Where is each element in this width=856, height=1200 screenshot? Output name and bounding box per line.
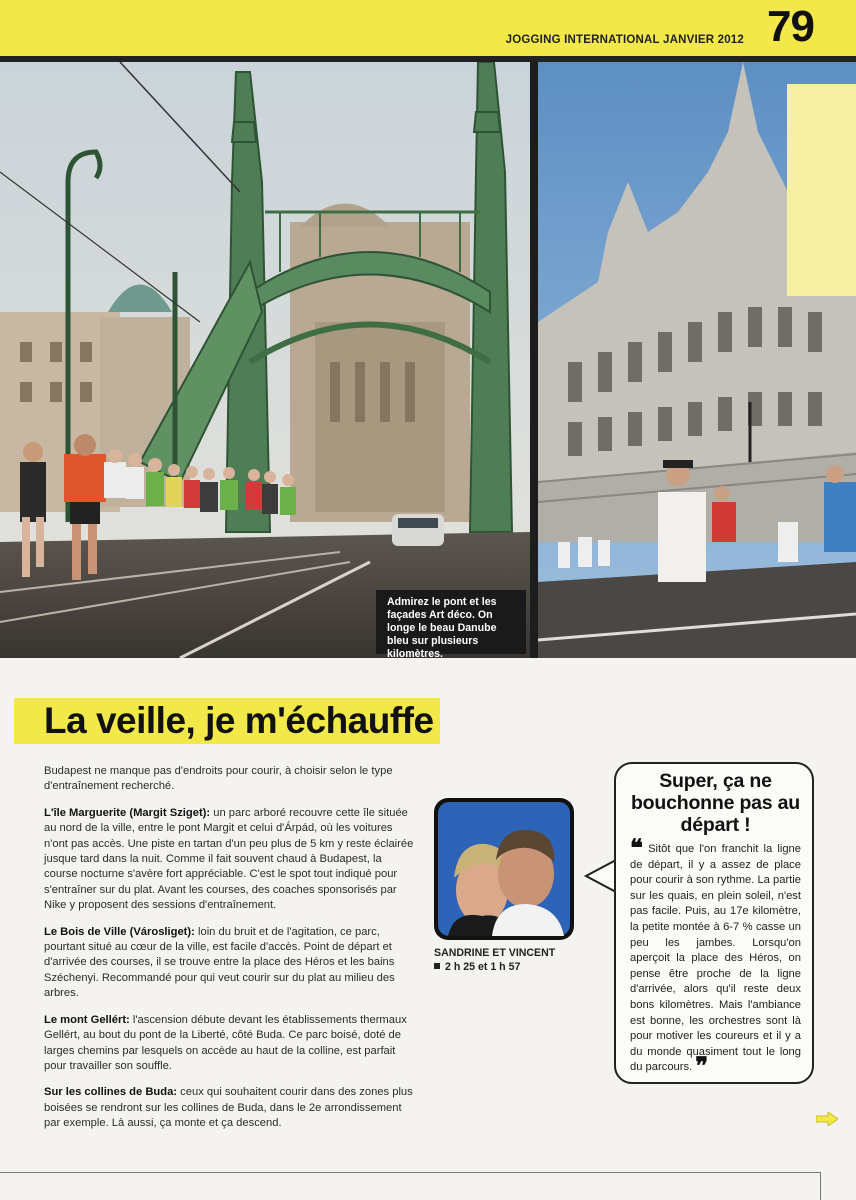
section-text: loin du bruit et de l'agitation, ce parc, pourtant situé au cœur de la ville, est facile d'accès. Point de départ et d'arrivée des courses, il se trouve entre la place des Héros et les bains Széchenyi. Recommandé pour qui veut courir sur du plat au milieu des arbres. bbox=[44, 925, 395, 1000]
photo-gutter bbox=[530, 62, 538, 658]
race-times: 2 h 25 et 1 h 57 bbox=[445, 961, 521, 973]
portrait-times bbox=[434, 960, 594, 974]
bullet-square-icon bbox=[434, 963, 440, 969]
quote-body: Sitôt que l'on franchit la ligne de départ, il y a assez de place pour courir à son rythme. La partie sur les quais, en plein soleil, n'est pas facile. Puis, au 17e kilomètre, la petite montée à 6-7 % casse un peu les jambes. Lorsqu'on aperçoit la place des Héros, on pense être proche de la ligne d'arrivée, alors qu'il reste deux bons kilomètres. Mais l'ambiance est bonne, les orchestres sont là pour motiver les coureurs et il y a du monde quasiment tout le long du parcours. bbox=[630, 843, 802, 1074]
section-title: Le mont Gellért: bbox=[44, 1013, 130, 1026]
section-title: Le Bois de Ville (Városliget): bbox=[44, 925, 195, 938]
article-section-ile-marguerite bbox=[44, 806, 414, 914]
section-text: l'ascension débute devant les établissements thermaux Gellért, au bout du pont de la Liberté, côté Buda. Ce parc boisé, doté de larges chemins par lesquels on accède au haut de la colline, est parfait pour travailler son souffle. bbox=[44, 1013, 407, 1072]
sticky-note bbox=[787, 84, 856, 296]
section-title: Sur les collines de Buda: bbox=[44, 1086, 178, 1099]
continue-arrow-icon bbox=[816, 1112, 838, 1126]
article-section-mont-gellert bbox=[44, 1013, 414, 1075]
section-headline: La veille, je m'échauffe bbox=[14, 698, 440, 744]
magazine-issue: JOGGING INTERNATIONAL JANVIER 2012 bbox=[505, 34, 744, 46]
article-intro: Budapest ne manque pas d'endroits pour courir, à choisir selon le type d'entraînement recherché. bbox=[44, 765, 393, 793]
article-section-bois-de-ville bbox=[44, 925, 414, 1002]
runners-portrait-photo bbox=[434, 798, 574, 940]
page-header bbox=[0, 0, 856, 56]
show-through-text bbox=[150, 4, 710, 34]
portrait-names: SANDRINE ET VINCENT bbox=[434, 947, 556, 959]
article-section-collines-de-buda bbox=[44, 1085, 414, 1131]
quote-bubble bbox=[614, 762, 814, 1084]
photo-caption: Admirez le pont et les façades Art déco. On longe le beau Danube bleu sur plusieurs kilomètres. bbox=[376, 590, 526, 654]
section-text: un parc arboré recouvre cette île située au nord de la ville, entre le pont Margit et celui d'Árpád, où les voitures n'ont pas accès. Une piste en tartan d'un peu plus de 5 km y reste éclairée jusque tard dans la nuit. Comme il fait souvent chaud à Budapest, la course nocturne s'avère fort appréciable. C'est le spot tout indiqué pour s'entraîner sur du plat. Avant les courses, des coaches sponsorisés par Nike y proposent des sessions d'entraînement. bbox=[44, 806, 414, 912]
footer-rule bbox=[0, 1172, 820, 1173]
article-body bbox=[44, 764, 414, 1143]
close-quote-icon: ❞ bbox=[695, 1053, 709, 1081]
quote-body-wrap bbox=[630, 835, 802, 1081]
photo-liberty-bridge bbox=[0, 62, 530, 658]
page-number: 79 bbox=[767, 2, 814, 51]
section-title: L'île Marguerite (Margit Sziget): bbox=[44, 806, 211, 819]
section-text: ceux qui souhaitent courir dans des zones plus boisées se rendront sur les collines de Buda, dans le 2e arrondissement par exemple. Là aussi, ça monte et ça descend. bbox=[44, 1086, 413, 1130]
footer-vertical-rule bbox=[820, 1172, 821, 1200]
open-quote-icon: ❝ bbox=[630, 835, 643, 862]
show-through-headline bbox=[580, 708, 856, 748]
quote-title: Super, ça ne bouchonne pas au départ ! bbox=[630, 770, 801, 836]
